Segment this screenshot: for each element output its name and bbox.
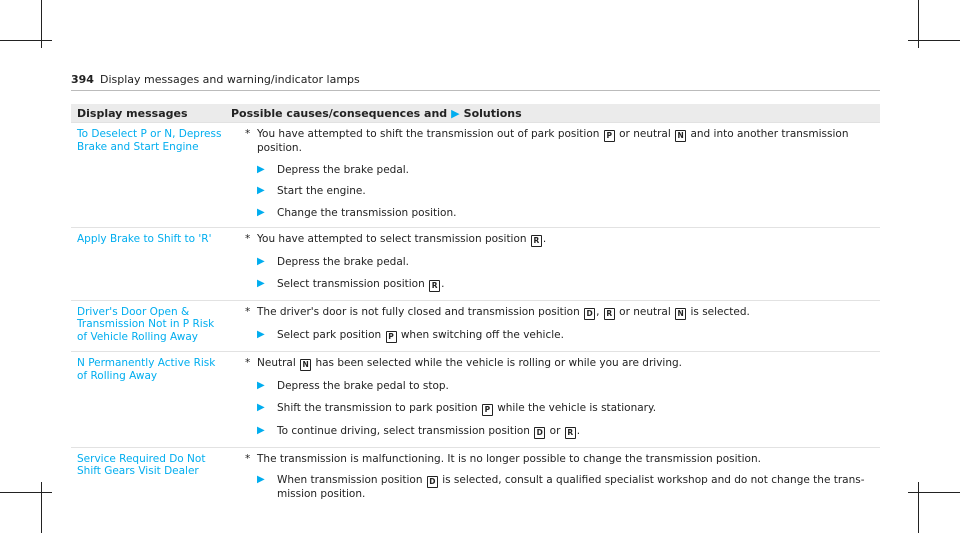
solution-step: ▶ Change the transmission position.: [231, 207, 880, 220]
crop-mark: [0, 492, 52, 493]
arrow-right-icon: [257, 207, 277, 220]
display-message: Service Required Do Not Shift Gears Visit Dealer: [71, 448, 231, 509]
solution-cell: [231, 123, 880, 227]
arrow-right-icon: [257, 474, 277, 501]
display-message: To Deselect P or N, Depress Brake and Start Engine: [71, 123, 231, 227]
gear-d-icon: D: [584, 308, 595, 320]
solution-step: ▶ Select transmission position R .: [231, 278, 880, 292]
arrow-right-icon: [257, 329, 277, 343]
solution-cell: [231, 228, 880, 300]
arrow-right-icon: [257, 402, 277, 416]
solution-step: ▶ Start the engine.: [231, 185, 880, 198]
arrow-right-icon: [257, 164, 277, 177]
solution-cell: [231, 301, 880, 352]
cause-item: * The transmission is malfunctioning. It is no longer possible to change the transmission position.: [245, 452, 761, 465]
gear-p-icon: P: [386, 331, 397, 343]
messages-table: [71, 104, 880, 509]
arrow-right-icon: [257, 278, 277, 292]
solution-step: ▶ Depress the brake pedal to stop.: [231, 380, 880, 393]
page-title: Display messages and warning/indicator lamps: [99, 73, 360, 86]
cause-item: * You have attempted to select transmission position R .: [245, 233, 547, 245]
crop-mark: [908, 40, 960, 41]
display-message: Apply Brake to Shift to 'R': [71, 228, 231, 300]
crop-mark: [918, 482, 919, 533]
col-header-messages: Display messages: [77, 106, 188, 120]
solution-step: ▶ When transmission position D is selected, consult a qualified specialist workshop and do not change the trans-mission position.: [231, 474, 880, 501]
gear-r-icon: R: [604, 308, 615, 320]
gear-r-icon: R: [429, 280, 440, 292]
header-divider: [71, 90, 880, 91]
page-header: [71, 73, 360, 86]
col-header-solutions: Possible causes/consequences and ▶ Solutions: [231, 106, 522, 120]
cause-item: * You have attempted to shift the transmission out of park position P or neutral N and into another transmission position.: [245, 128, 849, 154]
gear-d-icon: D: [534, 427, 545, 439]
table-row: [71, 351, 880, 447]
table-row: [71, 300, 880, 352]
table-row: [71, 447, 880, 509]
cause-item: * The driver's door is not fully closed and transmission position D , R or neutral N is selected.: [245, 305, 750, 318]
arrow-right-icon: [257, 380, 277, 393]
solution-step: ▶ Depress the brake pedal.: [231, 164, 880, 177]
gear-d-icon: D: [427, 476, 438, 488]
gear-p-icon: P: [604, 130, 615, 142]
gear-n-icon: N: [675, 130, 686, 142]
gear-n-icon: N: [675, 308, 686, 320]
solution-cell: [231, 352, 880, 447]
arrow-right-icon: [257, 425, 277, 439]
crop-mark: [908, 492, 960, 493]
arrow-right-icon: ▶: [451, 106, 460, 120]
arrow-right-icon: [257, 256, 277, 269]
page-number: 394: [71, 73, 94, 86]
display-message: N Permanently Active Risk of Rolling Away: [71, 352, 231, 447]
solution-step: ▶ Depress the brake pedal.: [231, 256, 880, 269]
gear-r-icon: R: [531, 235, 542, 247]
solution-step: ▶ Shift the transmission to park position P while the vehicle is stationary.: [231, 402, 880, 416]
solution-step: ▶ Select park position P when switching off the vehicle.: [231, 329, 880, 343]
cause-item: * Neutral N has been selected while the vehicle is rolling or while you are driving.: [245, 357, 682, 369]
gear-p-icon: P: [482, 404, 493, 416]
display-message: Driver's Door Open & Transmission Not in P Risk of Vehicle Rolling Away: [71, 301, 231, 352]
table-row: [71, 227, 880, 300]
solution-step: ▶ To continue driving, select transmission position D or R .: [231, 425, 880, 439]
crop-mark: [0, 40, 52, 41]
arrow-right-icon: [257, 185, 277, 198]
crop-mark: [41, 482, 42, 533]
gear-n-icon: N: [300, 359, 311, 371]
solution-cell: [231, 448, 880, 509]
gear-r-icon: R: [565, 427, 576, 439]
table-header: [71, 104, 880, 122]
table-row: [71, 122, 880, 227]
